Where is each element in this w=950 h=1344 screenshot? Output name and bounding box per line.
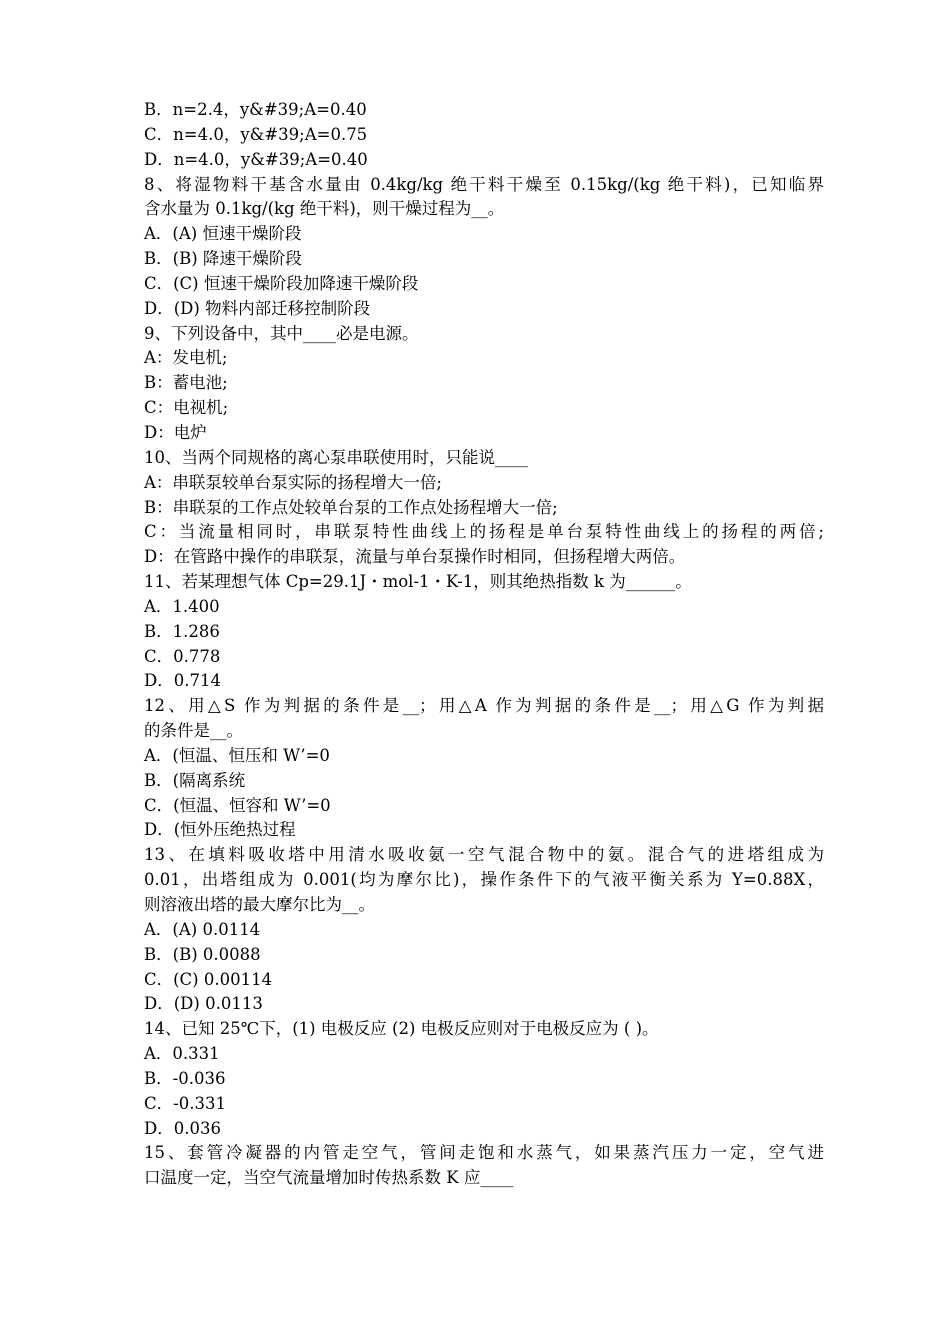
question-14: 14、已知 25℃下，(1) 电极反应 (2) 电极反应则对于电极反应为 ( )。 (144, 1019, 659, 1039)
text-line: C．n=4.0，y&#39;A=0.75 (144, 124, 368, 144)
text-line: D：在管路中操作的串联泵，流量与单台泵操作时相同，但扬程增大两倍。 (144, 547, 686, 567)
text-line: D．(恒外压绝热过程 (144, 820, 296, 840)
text-line: C．(C) 恒速干燥阶段加降速干燥阶段 (144, 273, 419, 293)
text-line: B．1.286 (144, 621, 220, 641)
text-line: B：串联泵的工作点处较单台泵的工作点处扬程增大一倍; (144, 497, 558, 517)
text-line: D：电炉 (144, 422, 207, 442)
text-line: A．0.331 (144, 1044, 220, 1064)
text-line: B：蓄电池; (144, 373, 228, 393)
text-line: B．(B) 降速干燥阶段 (144, 249, 302, 269)
text-line: D．0.714 (144, 671, 221, 691)
question-9: 9、下列设备中，其中____必是电源。 (144, 323, 419, 343)
question-8-line-1: 8、将湿物料干基含水量由 0.4kg/kg 绝干料干燥至 0.15kg/(kg 绝干料)，已知临界 (144, 174, 824, 194)
text-line: D．n=4.0，y&#39;A=0.40 (144, 149, 368, 169)
text-line: B．(B) 0.0088 (144, 944, 261, 964)
text-line: C．-0.331 (144, 1093, 226, 1113)
question-12-line-2: 的条件是__。 (144, 721, 243, 741)
text-line: B．-0.036 (144, 1068, 226, 1088)
text-line: C．0.778 (144, 646, 221, 666)
text-line: C．(恒温、恒容和 W’=0 (144, 795, 331, 815)
question-10: 10、当两个同规格的离心泵串联使用时，只能说____ (144, 447, 528, 467)
text-line: A．(A) 0.0114 (144, 919, 261, 939)
question-15-line-2: 口温度一定，当空气流量增加时传热系数 K 应____ (144, 1168, 514, 1188)
text-line: A．(恒温、恒压和 W’=0 (144, 745, 330, 765)
text-line: D．0.036 (144, 1118, 221, 1138)
text-line: C：电视机; (144, 398, 229, 418)
question-13-line-1: 13、在填料吸收塔中用清水吸收氨一空气混合物中的氨。混合气的进塔组成为 (144, 845, 824, 865)
text-line: A．(A) 恒速干燥阶段 (144, 224, 302, 244)
question-8-line-2: 含水量为 0.1kg/(kg 绝干料)，则干燥过程为__。 (144, 199, 505, 219)
text-line: B．n=2.4，y&#39;A=0.40 (144, 100, 367, 119)
text-line: A：发电机; (144, 348, 228, 368)
question-12-line-1: 12、用△S 作为判据的条件是__；用△A 作为判据的条件是__；用△G 作为判据 (144, 696, 824, 716)
document-page (144, 98, 824, 1191)
question-11: 11、若某理想气体 Cp=29.1J・mol-1・K-1，则其绝热指数 k 为______。 (144, 572, 692, 592)
question-13-line-2: 0.01，出塔组成为 0.001(均为摩尔比)，操作条件下的气液平衡关系为 Y=0.88X， (144, 870, 824, 890)
question-15-line-1: 15、套管冷凝器的内管走空气，管间走饱和水蒸气，如果蒸汽压力一定，空气进 (144, 1143, 824, 1163)
text-line: B．(隔离系统 (144, 770, 246, 790)
question-13-line-3: 则溶液出塔的最大摩尔比为__。 (144, 895, 375, 914)
text-line: D．(D) 0.0113 (144, 994, 263, 1014)
text-line: C．(C) 0.00114 (144, 969, 273, 989)
text-line: D．(D) 物料内部迁移控制阶段 (144, 298, 371, 318)
text-line: C：当流量相同时，串联泵特性曲线上的扬程是单台泵特性曲线上的扬程的两倍; (144, 522, 824, 542)
text-line: A．1.400 (144, 596, 220, 616)
text-line: A：串联泵较单台泵实际的扬程增大一倍; (144, 472, 442, 492)
